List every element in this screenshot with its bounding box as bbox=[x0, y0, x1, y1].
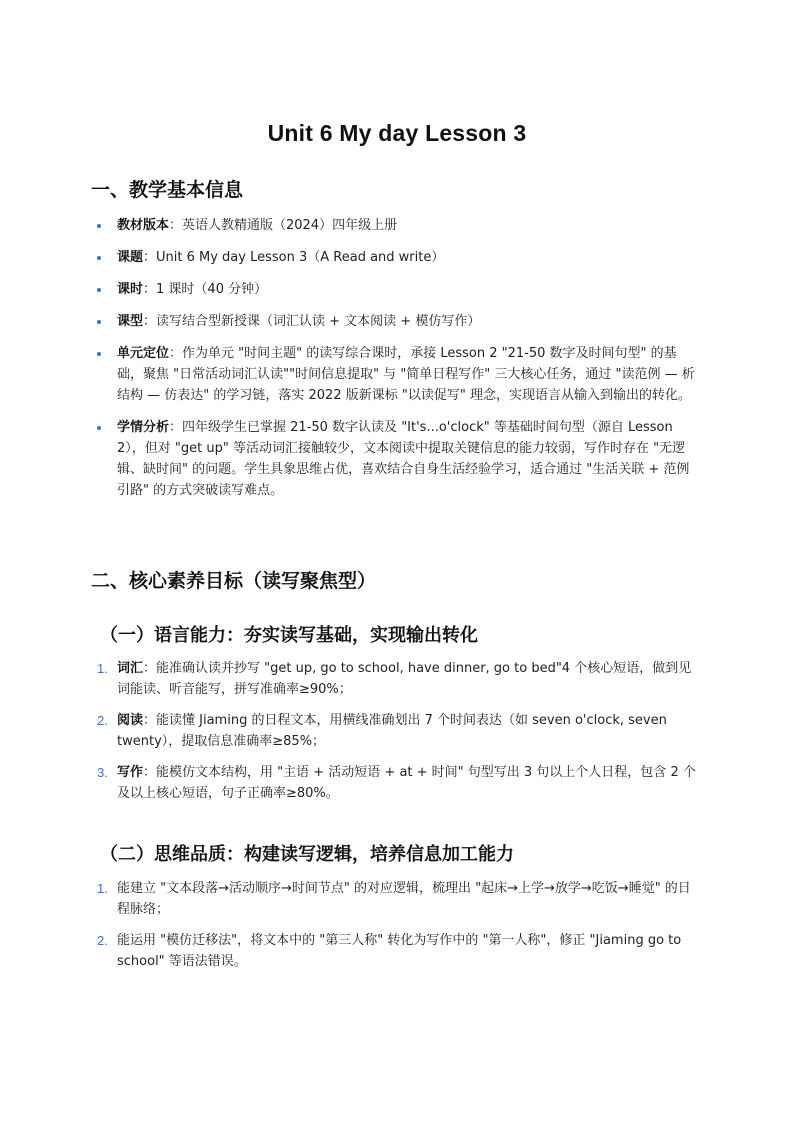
section-heading-core-goals: 二、核心素养目标（读写聚焦型） bbox=[91, 570, 377, 592]
section-heading-basic-info: 一、教学基本信息 bbox=[91, 179, 244, 201]
list-item: 1. 能建立 "文本段落→活动顺序→时间节点" 的对应逻辑，梳理出 "起床→上学→放学→吃饭→睡觉" 的日程脉络； bbox=[97, 881, 691, 917]
list-item: 2. 能运用 "模仿迁移法"，将文本中的 "第三人称" 转化为写作中的 "第一人称"，修正 "Jiaming go to school" 等语法错误。 bbox=[97, 933, 682, 969]
bullet-icon bbox=[97, 352, 101, 356]
bullet-icon bbox=[97, 256, 101, 260]
thinking-goals-list bbox=[0, 878, 794, 982]
list-item: 课题：Unit 6 My day Lesson 3（A Read and write） bbox=[0, 247, 794, 268]
list-item: 教材版本：英语人教精通版（2024）四年级上册 bbox=[0, 215, 794, 236]
bullet-icon bbox=[97, 288, 101, 292]
bullet-icon bbox=[97, 320, 101, 324]
bullet-icon bbox=[97, 426, 101, 430]
bullet-icon bbox=[97, 224, 101, 228]
subsection-heading-language: （一）语言能力：夯实读写基础，实现输出转化 bbox=[100, 625, 478, 646]
language-goals-list bbox=[0, 658, 794, 814]
list-item: 3. 写作：能模仿文本结构，用 "主语 + 活动短语 + at + 时间" 句型写出 3 句以上个人日程，包含 2 个及以上核心短语，句子正确率≥80%。 bbox=[97, 765, 696, 801]
subsection-heading-thinking: （二）思维品质：构建读写逻辑，培养信息加工能力 bbox=[100, 844, 514, 865]
document-title: Unit 6 My day Lesson 3 bbox=[267, 120, 527, 146]
list-item: 课时：1 课时（40 分钟） bbox=[0, 279, 794, 300]
list-item: 学情分析：四年级学生已掌握 21-50 数字认读及 "It's...o'clock" 等基础时间句型（源自 Lesson 2），但对 "get up" 等活动词汇接触较少，文本阅读中提取关键信息的能力较弱，写作时存在 "无逻辑、缺时间" 的问题。学生具象思维占优，喜欢结合自身生活经验学习，适合通过 "生活关联 + 范例引路" 的方式突破读写难点。 bbox=[0, 417, 794, 501]
list-item: 课型：读写结合型新授课（词汇认读 + 文本阅读 + 模仿写作） bbox=[0, 311, 794, 332]
basic-info-list bbox=[0, 215, 794, 511]
list-item: 单元定位：作为单元 "时间主题" 的读写综合课时，承接 Lesson 2 "21-50 数字及时间句型" 的基础，聚焦 "日常活动词汇认读""时间信息提取" 与 "简单日程写作" 三大核心任务，通过 "读范例 — 析结构 — 仿表达" 的学习链，落实 2022 版新课标 "以读促写" 理念，实现语言从输入到输出的转化。 bbox=[0, 343, 794, 406]
list-item: 1. 词汇：能准确认读并抄写 "get up, go to school, have dinner, go to bed"4 个核心短语，做到见词能读、听音能写，拼写准确率≥90%； bbox=[97, 661, 692, 697]
list-item: 2. 阅读：能读懂 Jiaming 的日程文本，用横线准确划出 7 个时间表达（如 seven o'clock, seven twenty），提取信息准确率≥85%； bbox=[97, 713, 667, 749]
